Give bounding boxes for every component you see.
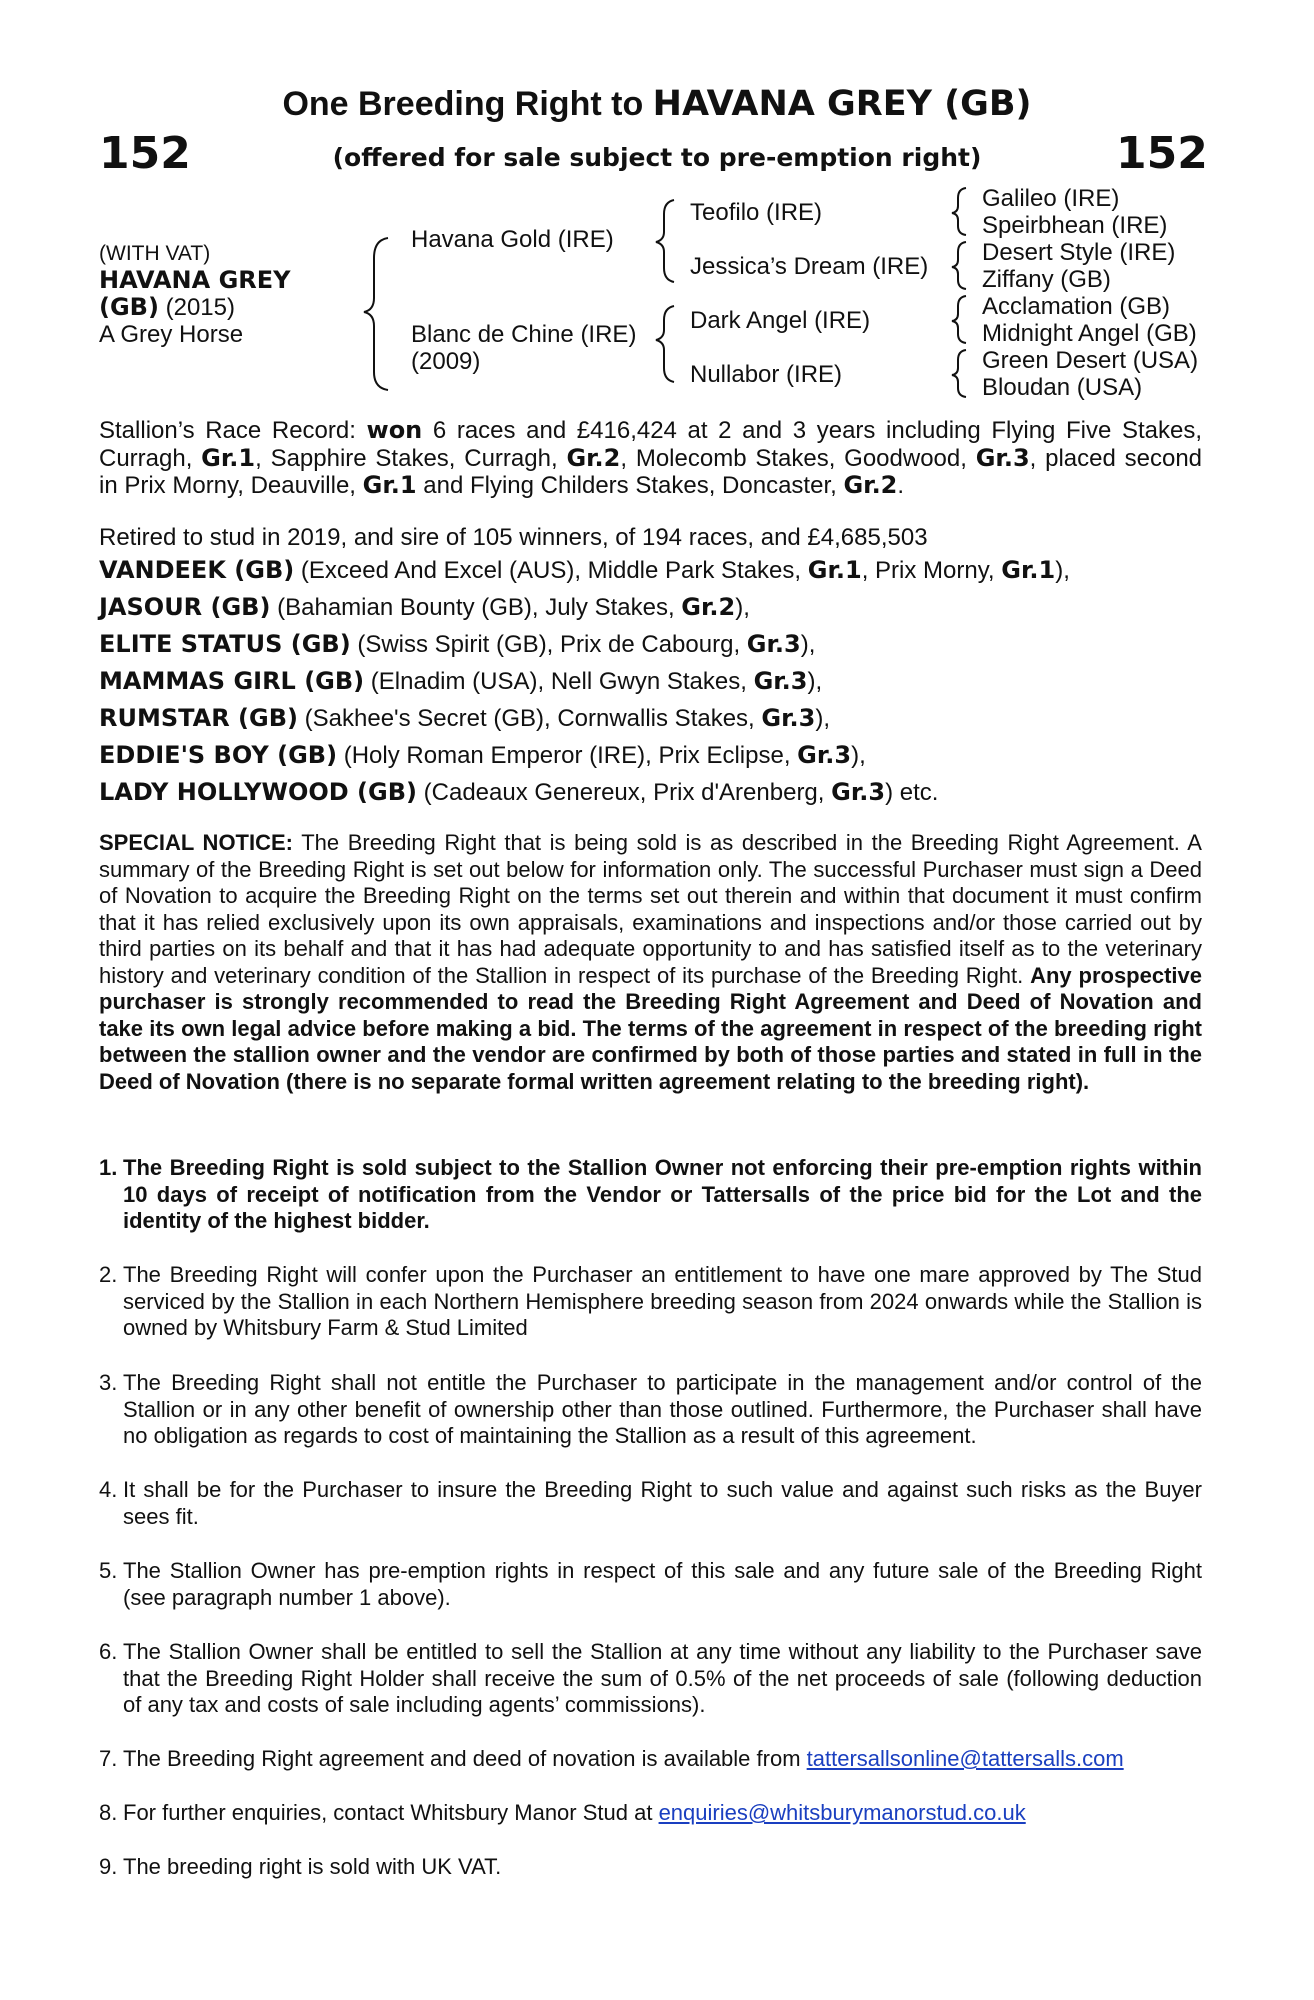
horse-country: (GB)	[99, 293, 159, 321]
winner-text: (Bahamian Bounty (GB), July Stakes,	[270, 594, 682, 621]
winners-list	[99, 552, 1219, 811]
ped-sds: Desert Style (IRE)	[982, 239, 1176, 266]
winner-grade: Gr.3	[746, 630, 801, 658]
sire-sire: Teofilo (IRE)	[690, 199, 823, 226]
race-text-1: 6 races and £416,424 at 2 and 3 years including Flying Five Stakes, Curragh,	[99, 417, 1202, 472]
term-number: 7.	[99, 1746, 118, 1771]
winner-grade: Gr.1	[1001, 556, 1056, 584]
race-text-6: .	[897, 472, 905, 499]
title-horse: HAVANA GREY (GB)	[652, 84, 1032, 124]
ped-dss: Acclamation (GB)	[982, 293, 1171, 320]
bracket-nullabor	[952, 350, 966, 397]
dam-bracket	[656, 306, 674, 382]
notice-bold: Any prospective purchaser is strongly recommended to read the Breeding Right Agreement and Deed of Novation and take its own legal advice before making a bid. The terms of the agreement in respect of the breeding right between the stallion owner and the vendor are confirmed by both of those parties and stated in full in the Deed of Novation (there is no separate formal written agreement relating to the breeding right).	[99, 962, 1202, 1094]
sire-bracket	[656, 200, 674, 282]
term-number: 2.	[99, 1262, 118, 1287]
term-item-1	[99, 1155, 1202, 1235]
winner-text: ),	[815, 705, 830, 732]
dam-sire: Dark Angel (IRE)	[690, 307, 871, 334]
winner-text: (Sakhee's Secret (GB), Cornwallis Stakes,	[297, 705, 762, 732]
dam-dam: Nullabor (IRE)	[690, 361, 843, 388]
term-text: It shall be for the Purchaser to insure the Breeding Right to such value and against such risks as the Buyer sees fit.	[123, 1477, 1202, 1529]
special-notice	[99, 830, 1202, 1095]
race-grade-2: Gr.2	[566, 443, 621, 472]
winner-name: MAMMAS GIRL (GB)	[99, 667, 365, 695]
winner-name: ELITE STATUS (GB)	[99, 630, 351, 658]
winner-text: (Swiss Spirit (GB), Prix de Cabourg,	[350, 631, 747, 658]
bracket-teofilo	[952, 188, 966, 235]
term-item-7	[99, 1746, 1202, 1773]
winner-line	[99, 700, 1219, 737]
notice-text: The Breeding Right that is being sold is as described in the Breeding Right Agreement. A summary of the Breeding Right is set out below for information only. The successful Purchaser must sign a Deed of Novation to acquire the Breeding Right on the terms set out therein and within that document it must confirm that it has relied exclusively upon its own appraisals, examinations and inspections and/or those carried out by third parties on its behalf and that it has had adequate opportunity to and has satisfied itself as to the veterinary history and veterinary condition of the Stallion in respect of its purchase of the Breeding Right.	[99, 830, 1202, 988]
term-number: 4.	[99, 1477, 118, 1502]
term-text	[123, 1800, 1202, 1827]
race-record-label: Stallion’s Race Record:	[99, 417, 367, 444]
title-prefix: One Breeding Right to	[282, 85, 644, 123]
winner-text: (Cadeaux Genereux, Prix d'Arenberg,	[416, 779, 832, 806]
winner-grade: Gr.2	[681, 593, 736, 621]
notice-label: SPECIAL NOTICE:	[99, 830, 293, 855]
winner-grade: Gr.3	[797, 741, 852, 769]
race-grade-1: Gr.1	[201, 443, 256, 472]
race-record	[99, 417, 1202, 500]
vat-label: (WITH VAT)	[99, 242, 211, 265]
winner-grade: Gr.3	[753, 667, 808, 695]
winner-text: ),	[807, 668, 823, 695]
winner-name: VANDEEK (GB)	[99, 556, 295, 584]
winner-grade: Gr.3	[761, 704, 816, 732]
winner-name: RUMSTAR (GB)	[99, 704, 298, 732]
winner-name: LADY HOLLYWOOD (GB)	[99, 778, 417, 806]
term-item-4	[99, 1477, 1202, 1530]
ped-dsd: Midnight Angel (GB)	[982, 320, 1197, 347]
term-number: 3.	[99, 1370, 118, 1395]
horse-description: A Grey Horse	[99, 321, 244, 348]
term-item-3	[99, 1370, 1202, 1450]
term-number: 9.	[99, 1854, 118, 1879]
race-text-5: and Flying Childers Stakes, Doncaster,	[416, 472, 844, 499]
bracket-jessica	[952, 242, 966, 289]
horse-name: HAVANA GREY	[99, 266, 291, 294]
race-grade-4: Gr.1	[362, 471, 417, 499]
winner-text: ),	[851, 742, 866, 769]
term-number: 5.	[99, 1558, 118, 1583]
term-text: The Breeding Right is sold subject to the Stallion Owner not enforcing their pre-emption rights within 10 days of receipt of notification from the Vendor or Tattersalls of the price bid for the Lot and the identity of the highest bidder.	[123, 1155, 1202, 1233]
lot-number-left: 152	[99, 128, 191, 179]
winner-text: (Elnadim (USA), Nell Gwyn Stakes,	[364, 668, 754, 695]
winner-line	[99, 626, 1219, 663]
lot-number-right: 152	[1116, 128, 1208, 179]
winner-text: (Exceed And Excel (AUS), Middle Park Stakes,	[294, 557, 808, 584]
term-number: 1.	[99, 1155, 118, 1180]
winner-text: ) etc.	[885, 779, 939, 806]
winner-name: EDDIE'S BOY (GB)	[99, 741, 338, 769]
winner-line	[99, 552, 1219, 589]
page-subtitle: (offered for sale subject to pre-emption right)	[332, 143, 982, 172]
winner-text: ),	[800, 631, 816, 658]
term-item-6	[99, 1639, 1202, 1719]
sire-name: Havana Gold (IRE)	[411, 226, 614, 253]
term-text-body: For further enquiries, contact Whitsbury Manor Stud at	[123, 1800, 659, 1825]
dam-year: (2009)	[411, 348, 481, 375]
ped-ddd: Bloudan (USA)	[982, 374, 1143, 401]
ped-sss: Galileo (IRE)	[982, 185, 1120, 212]
term-text	[123, 1746, 1202, 1773]
stud-intro: Retired to stud in 2019, and sire of 105 winners, of 194 races, and £4,685,503	[99, 524, 928, 551]
term-text: The Breeding Right will confer upon the Purchaser an entitlement to have one mare approved by The Stud serviced by the Stallion in each Northern Hemisphere breeding season from 2024 onwards while the Stallion is owned by Whitsbury Farm & Stud Limited	[123, 1262, 1202, 1340]
sire-dam: Jessica’s Dream (IRE)	[690, 253, 929, 280]
term-number: 8.	[99, 1800, 118, 1825]
term-text-body: The Breeding Right agreement and deed of novation is available from	[123, 1746, 807, 1771]
main-bracket	[364, 238, 388, 390]
term-text: The Stallion Owner has pre-emption rights in respect of this sale and any future sale of the Breeding Right (see paragraph number 1 above).	[123, 1558, 1202, 1610]
term-number: 6.	[99, 1639, 118, 1664]
term-item-2	[99, 1262, 1202, 1342]
ped-sdd: Ziffany (GB)	[982, 266, 1111, 293]
ped-dds: Green Desert (USA)	[982, 347, 1199, 374]
term-text: The Breeding Right shall not entitle the Purchaser to participate in the management and/or control of the Stallion or in any other benefit of ownership other than those outlined. Furthermore, the Purchaser shall have no obligation as regards to cost of maintaining the Stallion as a result of this agreement.	[123, 1370, 1202, 1448]
term-item-9	[99, 1854, 1202, 1881]
race-text-4: , placed second in Prix Morny, Deauville,	[99, 444, 1203, 499]
winner-line	[99, 774, 1219, 811]
term-item-5	[99, 1558, 1202, 1611]
term-text: The Stallion Owner shall be entitled to sell the Stallion at any time without any liability to the Purchaser save that the Breeding Right Holder shall receive the sum of 0.5% of the net proceeds of sale (following deduction of any tax and costs of sale including agents’ commissions).	[123, 1639, 1202, 1717]
race-grade-5: Gr.2	[843, 471, 898, 499]
race-text-2: , Sapphire Stakes, Curragh,	[255, 444, 567, 472]
ped-ssd: Speirbhean (IRE)	[982, 212, 1168, 239]
race-grade-3: Gr.3	[975, 443, 1030, 472]
winner-text: (Holy Roman Emperor (IRE), Prix Eclipse,	[337, 742, 798, 769]
tattersalls-email-link[interactable]: tattersallsonline@tattersalls.com	[806, 1746, 1124, 1771]
whitsbury-email-link[interactable]: enquiries@whitsburymanorstud.co.uk	[658, 1800, 1026, 1825]
winner-name: JASOUR (GB)	[99, 593, 271, 621]
winner-text: ),	[735, 594, 750, 621]
race-text-3: , Molecomb Stakes, Goodwood,	[620, 444, 976, 472]
winner-text: ),	[1055, 557, 1070, 584]
winner-line	[99, 663, 1219, 700]
winner-line	[99, 589, 1219, 626]
winner-grade: Gr.3	[831, 778, 886, 806]
dam-name: Blanc de Chine (IRE)	[411, 321, 637, 348]
winner-text: , Prix Morny,	[861, 557, 1002, 584]
race-record-won: won	[366, 416, 423, 444]
winner-grade: Gr.1	[807, 556, 862, 584]
horse-year: (2015)	[158, 294, 235, 321]
winner-line	[99, 737, 1219, 774]
term-text: The breeding right is sold with UK VAT.	[123, 1854, 502, 1879]
bracket-darkangel	[952, 296, 966, 343]
term-item-8	[99, 1800, 1202, 1827]
